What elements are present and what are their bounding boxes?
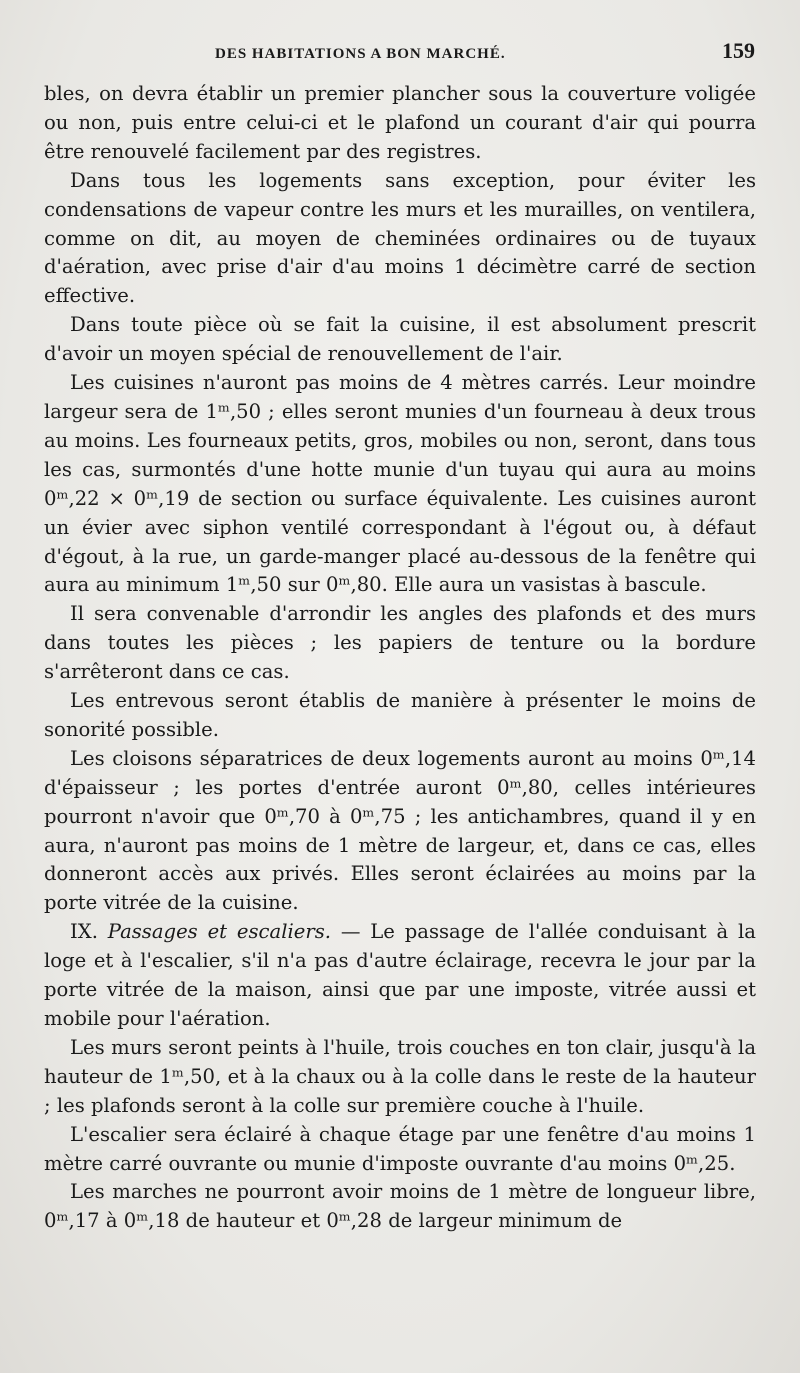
section-number: IX. bbox=[70, 920, 108, 944]
paragraph-steps: Les marches ne pourront avoir moins de 1 mètre de longueur libre, 0ᵐ,17 à 0ᵐ,18 de hauteur et 0ᵐ,28 de largeur minimum de bbox=[44, 1180, 756, 1233]
section-title: Passages et escaliers. bbox=[107, 920, 331, 944]
paragraph-walls: Les murs seront peints à l'huile, trois couches en ton clair, jusqu'à la hauteur de 1ᵐ,50, et à la chaux ou à la colle dans le reste de la hauteur ; les plafonds seront à la colle sur première couche à l'huile. bbox=[44, 1035, 756, 1117]
page-number: 159 bbox=[722, 38, 755, 63]
paragraph-continuation: bles, on devra établir un premier plancher sous la couverture voligée ou non, puis entre celui-ci et le plafond un courant d'air qui pourra être renouvelé facilement par des registres. bbox=[44, 82, 756, 163]
running-head: DES HABITATIONS A BON MARCHÉ. bbox=[215, 46, 506, 62]
paragraph-kitchen-air: Dans toute pièce où se fait la cuisine, il est absolument prescrit d'avoir un moyen spécial de renouvellement de l'air. bbox=[44, 313, 756, 366]
paragraph-partitions: Les cloisons séparatrices de deux logements auront au moins 0ᵐ,14 d'épaisseur ; les portes d'entrée auront 0ᵐ,80, celles intérieures pourront n'avoir que 0ᵐ,70 à 0ᵐ,75 ; les antichambres, quand il y en aura, n'auront pas moins de 1 mètre de largeur, et, dans ce cas, elles donneront accès aux privés. Elles seront éclairées au moins par la porte vitrée de la cuisine. bbox=[44, 746, 756, 915]
paragraph-entrevous: Les entrevous seront établis de manière à présenter le moins de sonorité possible. bbox=[44, 689, 756, 741]
paragraph-ceiling-angles: Il sera convenable d'arrondir les angles des plafonds et des murs dans toutes les pièces ; les papiers de tenture ou la bordure s'arrêteront dans ce cas. bbox=[44, 602, 756, 684]
paragraph-passages bbox=[44, 918, 756, 1034]
paragraph-kitchens: Les cuisines n'auront pas moins de 4 mètres carrés. Leur moindre largeur sera de 1ᵐ,50 ; elles seront munies d'un fourneau à deux trous au moins. Les fourneaux petits, gros, mobiles ou non, seront, dans tous les cas, surmontés d'une hotte munie d'un tuyau qui aura au moins 0ᵐ,22 × 0ᵐ,19 de section ou surface équivalente. Les cuisines auront un évier avec siphon ventilé correspondant à l'égout ou, à défaut d'égout, à la rue, un garde-manger placé au-dessous de la fenêtre qui aura au minimum 1ᵐ,50 sur 0ᵐ,80. Elle aura un vasistas à bascule. bbox=[44, 371, 756, 597]
page-header bbox=[40, 38, 755, 72]
paragraph-staircase: L'escalier sera éclairé à chaque étage par une fenêtre d'au moins 1 mètre carré ouvrante ou munie d'imposte ouvrante d'au moins 0ᵐ,25. bbox=[44, 1122, 756, 1175]
body-text bbox=[44, 80, 756, 1236]
section-body: — Le passage de l'allée conduisant à la loge et à l'escalier, s'il n'a pas d'autre éclairage, recevra le jour par la porte vitrée de la maison, ainsi que par une imposte, vitrée aussi et mobile pour l'aération. bbox=[44, 920, 756, 1030]
paragraph-ventilation: Dans tous les logements sans exception, pour éviter les condensations de vapeur contre les murs et les murailles, on ventilera, comme on dit, au moyen de cheminées ordinaires ou de tuyaux d'aération, avec prise d'air d'au moins 1 décimètre carré de section effective. bbox=[44, 168, 756, 308]
